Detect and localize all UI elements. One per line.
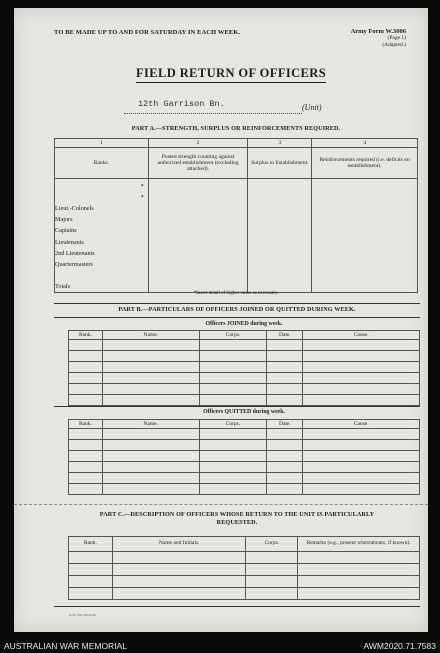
col-header-ranks: Ranks. [55,148,149,179]
table-row[interactable] [69,362,420,373]
col-corps: Corps. [199,420,267,429]
part-c-heading-line2: REQUESTED. [216,519,258,526]
col-rank: Rank. [69,331,103,340]
table-row[interactable] [69,588,420,600]
fold-line [14,504,428,506]
col-number: 3 [248,139,312,148]
part-c-table [68,536,420,600]
col-name: Name. [102,420,199,429]
posted-strength-cell[interactable] [148,179,248,293]
col-cause: Cause. [303,331,420,340]
archive-id: AWM2020.71.7583 [363,641,436,651]
table-row[interactable] [69,373,420,384]
col-date: Date. [267,420,303,429]
part-a-table [54,138,418,293]
star-row: * [140,194,144,201]
table-row[interactable] [69,552,420,564]
rank-item [55,270,148,281]
col-number: 4 [312,139,418,148]
table-row[interactable] [69,451,420,462]
quitted-table [68,419,420,495]
divider [54,317,420,318]
table-row[interactable] [69,484,420,495]
form-name: Army Form W.3006 [350,28,406,35]
joined-title: Officers JOINED during week. [205,321,283,327]
joined-table [68,330,420,406]
surplus-cell[interactable] [248,179,312,293]
part-a-footnote: *Insert detail of higher ranks as necessary. [193,291,279,296]
col-header-reinforcements: Reinforcements required (i.e. deficits on establishment). [312,148,418,179]
part-a-heading: PART A.—STRENGTH, SURPLUS OR REINFORCEMENTS REQUIRED. [131,125,341,132]
unit-value: 12th Garrison Bn. [138,99,225,109]
col-name: Name. [102,331,199,340]
rank-item: Captains [55,227,77,235]
divider [54,406,420,407]
rank-item: Quartermasters [55,261,93,269]
table-row[interactable] [69,351,420,362]
part-c-heading [54,511,420,527]
star-row: * [140,183,144,190]
col-rank: Rank. [69,537,113,552]
table-row[interactable] [69,564,420,576]
col-header-surplus: Surplus to Establishment. [248,148,312,179]
form-page: (Page 1) [387,35,406,41]
rank-item-totals: Totals [55,283,71,291]
print-code: A.W. 204 564 6/40 [69,613,96,617]
col-rank: Rank. [69,420,103,429]
table-row[interactable] [69,440,420,451]
part-c-heading-line1: PART C.—DESCRIPTION OF OFFICERS WHOSE RETURN TO THE UNIT IS PARTICULARLY [99,511,375,518]
divider [54,606,420,607]
quitted-title: Officers QUITTED during week. [203,409,285,415]
reinforcements-cell[interactable] [312,179,418,293]
ranks-column [55,179,149,293]
page-title: FIELD RETURN OF OFFICERS [136,66,326,83]
col-number: 2 [148,139,248,148]
col-cause: Cause. [303,420,420,429]
unit-label: (Unit) [302,103,322,112]
col-corps: Corps. [199,331,267,340]
form-identifier [328,28,406,49]
rank-item: Lieutenants [55,238,84,246]
divider [54,303,420,304]
submission-note: TO BE MADE UP TO AND FOR SATURDAY IN EACH WEEK. [54,29,241,36]
table-row[interactable] [69,462,420,473]
table-row[interactable] [69,395,420,406]
form-adapted: (Adapted.) [382,42,406,48]
table-row[interactable] [69,473,420,484]
table-row[interactable] [69,429,420,440]
table-row[interactable] [69,384,420,395]
table-row[interactable] [69,340,420,351]
col-remarks: Remarks (e.g., present whereabouts, if known). [298,537,420,552]
col-date: Date. [267,331,303,340]
form-sheet [14,8,428,632]
col-corps: Corps. [246,537,298,552]
table-row[interactable] [69,576,420,588]
rank-item: Lieut.-Colonels [55,205,94,212]
rank-item: Majors [55,216,73,224]
col-name-initials: Name and Initials. [112,537,246,552]
part-b-heading: PART B.—PARTICULARS OF OFFICERS JOINED OR QUITTED DURING WEEK. [118,306,356,313]
col-number: 1 [55,139,149,148]
rank-item: 2nd Lieutenants [55,249,95,257]
archive-caption: AUSTRALIAN WAR MEMORIAL [4,641,127,651]
col-header-posted-strength: Posted strength counting against authorized establishment (excluding attached). [148,148,248,179]
